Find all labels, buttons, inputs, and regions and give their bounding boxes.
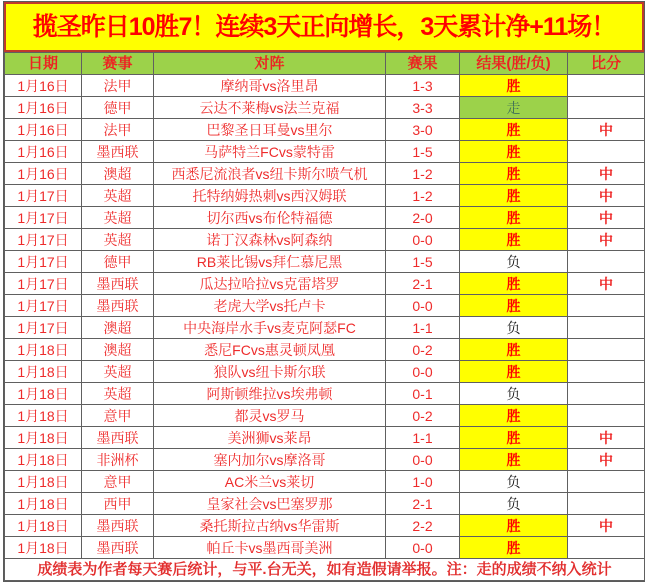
league-cell: 西甲 [82, 493, 154, 515]
score-cell: 0-0 [386, 537, 460, 559]
league-cell: 意甲 [82, 405, 154, 427]
table-row [5, 339, 645, 361]
table-row [5, 449, 645, 471]
match-cell: 诺丁汉森林vs阿森纳 [154, 229, 386, 251]
result-cell: 胜 [460, 361, 568, 383]
result-cell: 胜 [460, 163, 568, 185]
result-cell: 胜 [460, 295, 568, 317]
hit-cell [568, 295, 645, 317]
date-cell: 1月18日 [5, 537, 82, 559]
match-cell: AC米兰vs莱切 [154, 471, 386, 493]
footer-row [5, 559, 645, 581]
hit-cell [568, 97, 645, 119]
header-row [5, 53, 645, 75]
table-row [5, 141, 645, 163]
table-row [5, 295, 645, 317]
hit-cell [568, 361, 645, 383]
score-cell: 0-1 [386, 383, 460, 405]
results-body [5, 75, 645, 559]
match-cell: 中央海岸水手vs麦克阿瑟FC [154, 317, 386, 339]
date-cell: 1月18日 [5, 471, 82, 493]
table-row [5, 383, 645, 405]
date-cell: 1月18日 [5, 405, 82, 427]
league-cell: 英超 [82, 361, 154, 383]
score-cell: 3-3 [386, 97, 460, 119]
league-cell: 英超 [82, 207, 154, 229]
league-cell: 英超 [82, 383, 154, 405]
result-cell: 胜 [460, 207, 568, 229]
match-cell: 阿斯顿维拉vs埃弗顿 [154, 383, 386, 405]
score-cell: 0-0 [386, 295, 460, 317]
result-cell: 胜 [460, 339, 568, 361]
match-cell: 云达不莱梅vs法兰克福 [154, 97, 386, 119]
match-cell: 狼队vs纽卡斯尔联 [154, 361, 386, 383]
league-cell: 法甲 [82, 75, 154, 97]
score-cell: 2-1 [386, 493, 460, 515]
banner-title: 揽圣昨日10胜7！连续3天正向增长，3天累计净+11场！ [32, 12, 616, 41]
date-cell: 1月17日 [5, 273, 82, 295]
header-league: 赛事 [82, 53, 154, 75]
score-cell: 1-0 [386, 471, 460, 493]
score-cell: 1-2 [386, 185, 460, 207]
score-cell: 1-2 [386, 163, 460, 185]
hit-cell [568, 537, 645, 559]
result-cell: 胜 [460, 75, 568, 97]
league-cell: 德甲 [82, 251, 154, 273]
score-cell: 1-5 [386, 251, 460, 273]
league-cell: 德甲 [82, 97, 154, 119]
date-cell: 1月18日 [5, 427, 82, 449]
hit-cell: 中 [568, 229, 645, 251]
header-score: 赛果 [386, 53, 460, 75]
header-result: 结果(胜/负) [460, 53, 568, 75]
date-cell: 1月18日 [5, 449, 82, 471]
result-cell: 胜 [460, 515, 568, 537]
league-cell: 澳超 [82, 317, 154, 339]
hit-cell: 中 [568, 273, 645, 295]
date-cell: 1月17日 [5, 251, 82, 273]
hit-cell: 中 [568, 449, 645, 471]
league-cell: 英超 [82, 185, 154, 207]
hit-cell: 中 [568, 185, 645, 207]
hit-cell: 中 [568, 515, 645, 537]
result-cell: 负 [460, 317, 568, 339]
header-match: 对阵 [154, 53, 386, 75]
score-cell: 1-5 [386, 141, 460, 163]
match-cell: 皇家社会vs巴塞罗那 [154, 493, 386, 515]
match-cell: 帕丘卡vs墨西哥美洲 [154, 537, 386, 559]
match-cell: RB莱比锡vs拜仁慕尼黑 [154, 251, 386, 273]
hit-cell [568, 75, 645, 97]
league-cell: 法甲 [82, 119, 154, 141]
league-cell: 墨西联 [82, 537, 154, 559]
score-cell: 1-1 [386, 427, 460, 449]
hit-cell [568, 141, 645, 163]
result-cell: 胜 [460, 273, 568, 295]
date-cell: 1月17日 [5, 229, 82, 251]
hit-cell [568, 251, 645, 273]
result-cell: 胜 [460, 427, 568, 449]
result-cell: 胜 [460, 119, 568, 141]
hit-cell: 中 [568, 207, 645, 229]
date-cell: 1月18日 [5, 339, 82, 361]
table-row [5, 471, 645, 493]
hit-cell [568, 339, 645, 361]
table-row [5, 537, 645, 559]
hit-cell [568, 471, 645, 493]
date-cell: 1月17日 [5, 207, 82, 229]
league-cell: 澳超 [82, 339, 154, 361]
hit-cell [568, 383, 645, 405]
result-cell: 胜 [460, 229, 568, 251]
match-cell: 摩纳哥vs洛里昂 [154, 75, 386, 97]
match-cell: 塞内加尔vs摩洛哥 [154, 449, 386, 471]
table-row [5, 493, 645, 515]
score-cell: 0-0 [386, 229, 460, 251]
score-cell: 2-1 [386, 273, 460, 295]
date-cell: 1月18日 [5, 515, 82, 537]
score-cell: 3-0 [386, 119, 460, 141]
date-cell: 1月17日 [5, 317, 82, 339]
match-cell: 马萨特兰FCvs蒙特雷 [154, 141, 386, 163]
hit-cell: 中 [568, 119, 645, 141]
match-cell: 老虎大学vs托卢卡 [154, 295, 386, 317]
hit-cell [568, 405, 645, 427]
banner [4, 2, 644, 52]
header-hit: 比分 [568, 53, 645, 75]
table-row [5, 251, 645, 273]
date-cell: 1月16日 [5, 141, 82, 163]
table-row [5, 361, 645, 383]
league-cell: 英超 [82, 229, 154, 251]
score-cell: 2-2 [386, 515, 460, 537]
result-cell: 走 [460, 97, 568, 119]
result-cell: 胜 [460, 185, 568, 207]
score-cell: 0-0 [386, 361, 460, 383]
table-row [5, 229, 645, 251]
hit-cell: 中 [568, 427, 645, 449]
league-cell: 墨西联 [82, 295, 154, 317]
date-cell: 1月18日 [5, 383, 82, 405]
score-cell: 1-3 [386, 75, 460, 97]
date-cell: 1月16日 [5, 75, 82, 97]
table-row [5, 405, 645, 427]
date-cell: 1月17日 [5, 295, 82, 317]
result-cell: 负 [460, 383, 568, 405]
date-cell: 1月16日 [5, 97, 82, 119]
score-cell: 0-0 [386, 449, 460, 471]
table-row [5, 119, 645, 141]
date-cell: 1月18日 [5, 493, 82, 515]
result-cell: 胜 [460, 537, 568, 559]
match-cell: 悉尼FCvs惠灵顿凤凰 [154, 339, 386, 361]
score-cell: 0-2 [386, 405, 460, 427]
date-cell: 1月16日 [5, 119, 82, 141]
result-cell: 负 [460, 251, 568, 273]
match-cell: 切尔西vs布伦特福德 [154, 207, 386, 229]
result-cell: 负 [460, 471, 568, 493]
result-cell: 胜 [460, 141, 568, 163]
match-cell: 瓜达拉哈拉vs克雷塔罗 [154, 273, 386, 295]
result-cell: 胜 [460, 449, 568, 471]
table-row [5, 163, 645, 185]
hit-cell: 中 [568, 163, 645, 185]
table-row [5, 97, 645, 119]
results-sheet [3, 1, 645, 582]
match-cell: 西悉尼流浪者vs纽卡斯尔喷气机 [154, 163, 386, 185]
table-row [5, 185, 645, 207]
table-row [5, 427, 645, 449]
table-row [5, 207, 645, 229]
header-date: 日期 [5, 53, 82, 75]
date-cell: 1月18日 [5, 361, 82, 383]
match-cell: 桑托斯拉古纳vs华雷斯 [154, 515, 386, 537]
score-cell: 2-0 [386, 207, 460, 229]
league-cell: 墨西联 [82, 427, 154, 449]
league-cell: 墨西联 [82, 515, 154, 537]
match-cell: 托特纳姆热刺vs西汉姆联 [154, 185, 386, 207]
hit-cell [568, 317, 645, 339]
results-table [4, 52, 645, 581]
match-cell: 都灵vs罗马 [154, 405, 386, 427]
league-cell: 澳超 [82, 163, 154, 185]
league-cell: 墨西联 [82, 141, 154, 163]
league-cell: 意甲 [82, 471, 154, 493]
table-row [5, 75, 645, 97]
match-cell: 巴黎圣日耳曼vs里尔 [154, 119, 386, 141]
table-row [5, 273, 645, 295]
result-cell: 负 [460, 493, 568, 515]
date-cell: 1月16日 [5, 163, 82, 185]
footer-note: 成绩表为作者每天赛后统计，与平.台无关，如有造假请举报。注：走的成绩不纳入统计 [5, 559, 645, 581]
hit-cell [568, 493, 645, 515]
league-cell: 墨西联 [82, 273, 154, 295]
score-cell: 0-2 [386, 339, 460, 361]
score-cell: 1-1 [386, 317, 460, 339]
result-cell: 胜 [460, 405, 568, 427]
date-cell: 1月17日 [5, 185, 82, 207]
table-row [5, 317, 645, 339]
league-cell: 非洲杯 [82, 449, 154, 471]
match-cell: 美洲狮vs莱昂 [154, 427, 386, 449]
table-row [5, 515, 645, 537]
